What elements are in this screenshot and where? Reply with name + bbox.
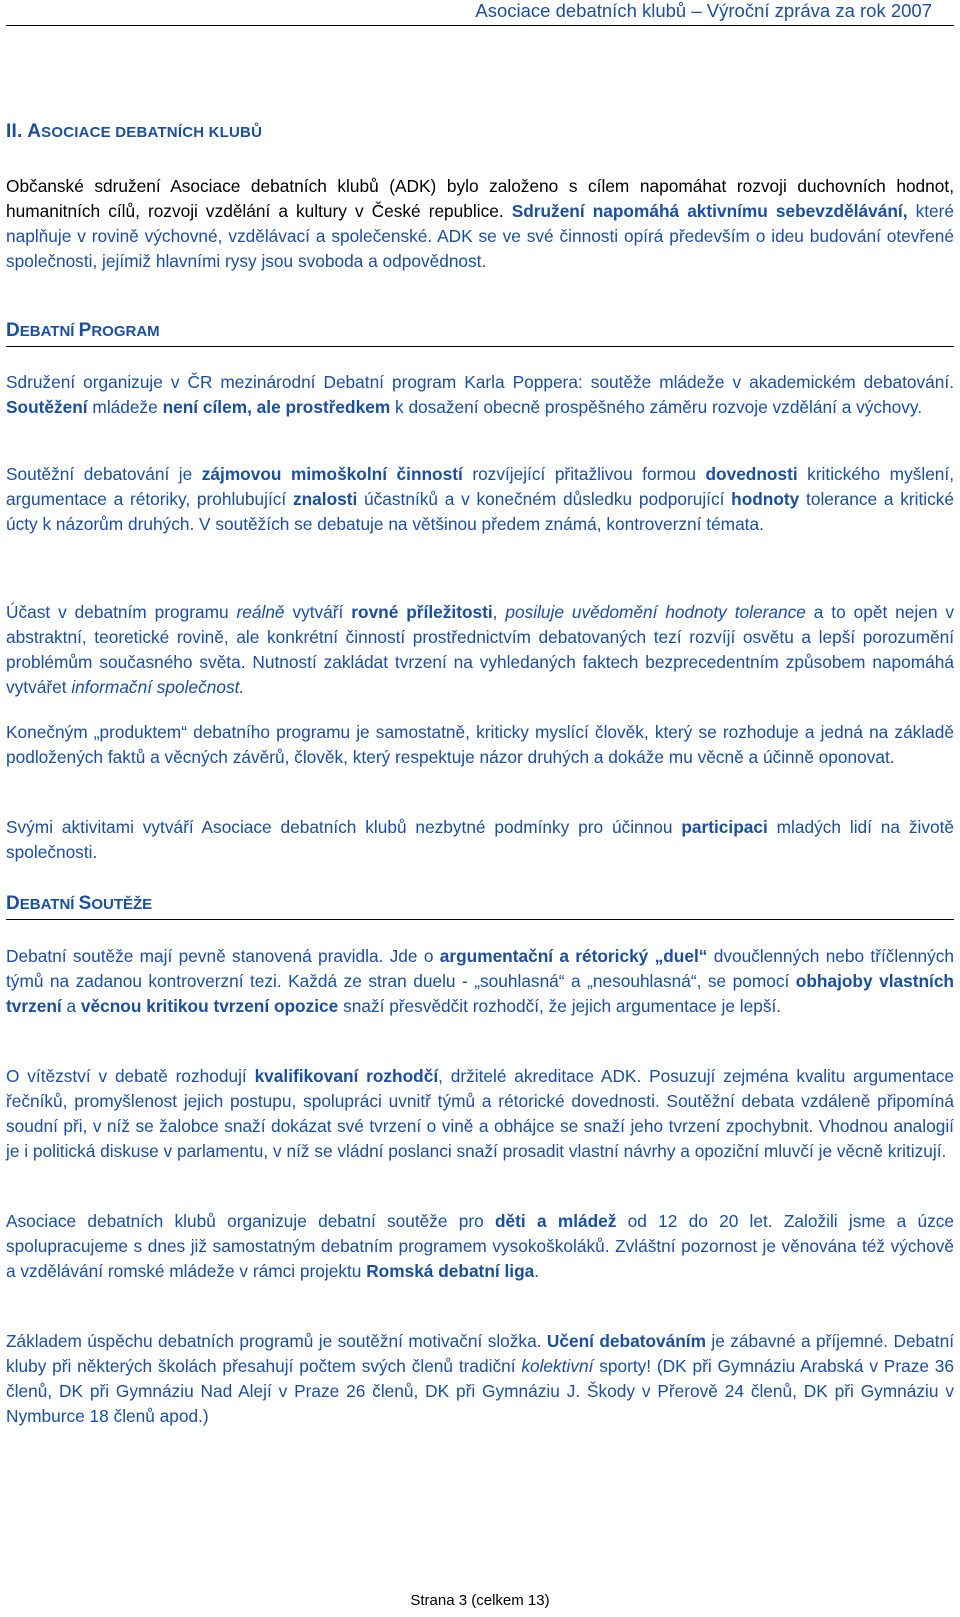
contests-paragraph-4 [6, 1329, 954, 1429]
program-p2-text-1: Soutěžní debatování je [6, 464, 202, 484]
intro-text-2: které naplňuje v rovině výchovné, vzdělávací a společenské. ADK se ve své činnosti opírá především o ideu budování otevřené společnosti, jejímiž hlavními rysy jsou svoboda a odpovědnost. [6, 201, 954, 271]
contests-p1-text-1: Debatní soutěže mají pevně stanovená pravidla. Jde o [6, 946, 440, 966]
section-heading [6, 121, 262, 143]
contests-p3-bold-2: Romská debatní liga [366, 1261, 535, 1281]
contests-heading-rule [6, 919, 954, 920]
program-p2-text-5: tolerance a kritické úcty k názorům druhých. V soutěžích se debatuje na většinou předem známá, kontroverzní témata. [6, 489, 954, 534]
program-p3-italic-3: informační společnost. [71, 677, 245, 697]
program-p5-text-2: mladých lidí na životě společnosti. [6, 817, 954, 862]
program-p1-bold-2: není cílem, ale prostředkem [162, 397, 391, 417]
section-title-rest: SOCIACE DEBATNÍCH KLUBŮ [41, 124, 263, 141]
program-p1-text-1: Sdružení organizuje v ČR mezinárodní Debatní program Karla Poppera: soutěže mládeže v akademickém debatování. [6, 372, 954, 392]
contests-p2-bold-1: kvalifikovaní rozhodčí [254, 1066, 439, 1086]
program-p3-text-1: Účast v debatním programu [6, 602, 237, 622]
program-p2-bold-3: znalosti [292, 489, 358, 509]
program-p2-bold-2: dovednosti [705, 464, 798, 484]
contests-heading [6, 893, 152, 915]
program-paragraph-4: Konečným „produktem“ debatního programu je samostatně, kriticky myslící člověk, který se rozhoduje a jedná na základě podložených faktů a věcných závěrů, člověk, který respektuje názor druhých a dokáže mu věcně a účinně oponovat. [6, 722, 954, 767]
program-p1-bold-1: Soutěžení [6, 397, 88, 417]
page-footer: Strana 3 (celkem 13) [410, 1592, 550, 1609]
program-heading-part2: ROGRAM [91, 323, 160, 340]
contests-heading-initial: D [6, 893, 20, 914]
section-number: II. [6, 121, 23, 142]
contests-p2-text-1: O vítězství v debatě rozhodují [6, 1066, 255, 1086]
program-p3-text-2: vytváří [284, 602, 352, 622]
program-p5-bold-1: participaci [681, 817, 768, 837]
program-p1-text-2: mládeže [87, 397, 163, 417]
contests-paragraph-1 [6, 944, 954, 1019]
contests-p1-text-3: a [61, 996, 81, 1016]
intro-text-1: Občanské sdružení Asociace debatních klubů (ADK) bylo založeno s cílem napomáhat rozvoji duchovních hodnot, humanitních cílů, rozvoji vzdělání a kultury v České republice. [6, 176, 954, 221]
program-p1-text-3: k dosažení obecně prospěšného záměru rozvoje vzdělání a výchovy. [390, 397, 923, 417]
contests-p4-text-2: je zábavné a příjemné. Debatní kluby při některých školách přesahují počtem svých členů tradiční [6, 1331, 954, 1376]
section-title-initial: A [27, 121, 42, 142]
contests-p4-text-3: sporty! (DK při Gymnáziu Arabská v Praze 36 členů, DK při Gymnáziu Nad Alejí v Praze 26 členů, DK při Gymnáziu J. Škody v Přerově 24 členů, DK při Gymnáziu v Nymburce 18 členů apod.) [6, 1356, 954, 1426]
program-p2-text-2: rozvíjející přitažlivou formou [462, 464, 706, 484]
program-heading-initial-2: P [78, 320, 92, 341]
intro-paragraph [6, 174, 954, 274]
contests-heading-part1: EBATNÍ [19, 896, 79, 913]
contests-p4-bold-1: Učení debatováním [546, 1331, 706, 1351]
contests-p1-bold-1: argumentační a rétorický „duel“ [439, 946, 708, 966]
program-heading-rule [6, 346, 954, 347]
program-heading [6, 320, 160, 342]
program-p3-text-4: a to opět nejen v abstraktní, teoretické rovině, ale konkrétní činností prostřednictvím debatovaných tezí rozvíjí osvětu a lepší porozumění problémům současného světa. Nutností zakládat tvrzení na vyhledaných faktech bezprecedentním způsobem napomáhá vytvářet [6, 602, 954, 697]
program-p3-text-3: , [492, 602, 506, 622]
contests-p4-text-1: Základem úspěchu debatních programů je soutěžní motivační složka. [6, 1331, 547, 1351]
contests-p2-text-2: , držitelé akreditace ADK. Posuzují zejména kvalitu argumentace řečníků, promyšlenost jejich postupu, spolupráci uvnitř týmů a rétorické dovednosti. Soutěžní debata vzdáleně připomíná soudní při, v níž se žalobce snaží dokázat své tvrzení o vině a obhájce se snaží jeho tvrzení zpochybnit. Vhodnou analogií je i politická diskuse v parlamentu, v níž se vládní poslanci snaží prosadit vlastní návrhy a opoziční mluvčí je věcně kritizují. [6, 1066, 955, 1161]
contests-paragraph-2 [6, 1064, 954, 1164]
program-p2-bold-4: hodnoty [731, 489, 800, 509]
contests-paragraph-3 [6, 1209, 954, 1284]
contests-p4-italic-1: kolektivní [521, 1356, 594, 1376]
program-p3-italic-2: posiluje uvědomění hodnoty tolerance [505, 602, 806, 622]
contests-p1-bold-2: obhajoby vlastních tvrzení [6, 971, 954, 1016]
header-rule [6, 25, 954, 26]
contests-p3-bold-1: děti a mládež [495, 1211, 617, 1231]
contests-p3-text-1: Asociace debatních klubů organizuje debatní soutěže pro [6, 1211, 495, 1231]
program-p2-text-4: účastníků a v konečném důsledku podporující [357, 489, 732, 509]
contests-p1-text-2: dvoučlenných nebo tříčlenných týmů na zadanou kontroverzní tezi. Každá ze stran duelu - „souhlasná“ a „nesouhlasná“, se pomocí [6, 946, 954, 991]
contests-p1-text-4: snaží přesvědčit rozhodčí, že jejich argumentace je lepší. [338, 996, 782, 1016]
running-header: Asociace debatních klubů – Výroční zpráva za rok 2007 [475, 0, 932, 21]
program-p5-text-1: Svými aktivitami vytváří Asociace debatních klubů nezbytné podmínky pro účinnou [6, 817, 682, 837]
program-p3-bold-1: rovné příležitosti [351, 602, 493, 622]
program-heading-part1: EBATNÍ [19, 323, 79, 340]
program-paragraph-2 [6, 462, 954, 537]
contests-p1-bold-3: věcnou kritikou tvrzení opozice [80, 996, 339, 1016]
program-heading-initial: D [6, 320, 20, 341]
contests-heading-initial-2: S [78, 893, 92, 914]
program-paragraph-1 [6, 370, 954, 420]
program-p2-bold-1: zájmovou mimoškolní činností [201, 464, 463, 484]
program-p2-text-3: kritického myšlení, argumentace a rétoriky, prohlubující [6, 464, 955, 509]
program-p3-italic-1: reálně [236, 602, 285, 622]
contests-p3-text-2: od 12 do 20 let. Založili jsme a úzce spolupracujeme s dnes již samostatným debatním programem vysokoškoláků. Zvláštní pozornost je věnována též výchově a vzdělávání romské mládeže v rámci projektu [6, 1211, 954, 1281]
contests-p3-text-3: . [534, 1261, 540, 1281]
contests-heading-part2: OUTĚŽE [91, 896, 153, 913]
intro-bold-1: Sdružení napomáhá aktivnímu sebevzdělávání, [511, 201, 908, 221]
program-paragraph-3 [6, 600, 954, 700]
program-paragraph-5 [6, 815, 954, 865]
